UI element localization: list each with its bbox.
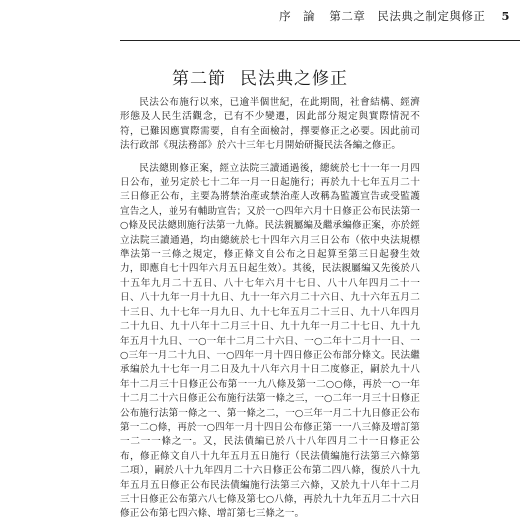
section-title: 民法典之修正 [240, 69, 348, 89]
header-rule [120, 40, 520, 41]
body-text [120, 96, 420, 530]
section-number: 第二節 [172, 69, 226, 89]
running-head-part: 序 論 [279, 9, 316, 23]
running-head [0, 8, 510, 24]
running-head-chapter: 第二章 民法典之制定與修正 [329, 9, 486, 23]
paragraph: 民法總則修正案，經立法院三讀通過後，總統於七十一年一月四日公布，並另定於七十二年一月一日起施行；再於九十七年五月二十三日修正公布，主要為將禁治產或禁治產人改稱為監護宣告或受監護宣告之人，並另有輔助宣告；又於一○四年六月十日修正公布民法第一○條及民法總則施行法第一九條。民法親屬編及繼承編修正案，亦於經立法院三讀通過，均由總統於七十四年六月三日公布（依中央法規標準法第一三條之規定，修正條文自公布之日起算至第三日起發生效力，即應自七十四年六月五日起生效）。其後，民法親屬編又先後於八十五年九月二十五日、八十七年六月十七日、八十八年四月二十一日、八十九年一月十九日、九十一年六月二十六日、九十六年五月二十三日、九十七年一月九日、九十七年五月二十三日、九十八年四月二十九日、九十八年十二月三十日、九十九年一月二十七日、九十九年五月十九日、一○一年十二月二十六日、一○二年十二月十一日、一○三年一月二十九日、一○四年一月十四日修正公布部分條文。民法繼承編於九十七年一月二日及九十八年六月十日二度修正，嗣於九十八年十二月三十日修正公布第一一九八條及第一二○○條，再於一○一年十二月二十六日修正公布施行法第一條之三，一○二年一月三十日修正公布施行法第一條之一、第一條之二，一○三年一月二十九日修正公布第一二○條，再於一○四年一月十四日公布修正第一一八三條及增訂第一二一一條之一。又，民法債編已於八十八年四月二十一日修正公布，修正條文自八十九年五月五日施行（民法債編施行法第三六條第二項），嗣於八十九年四月二十六日修正公布第二四八條，復於八十九年五月五日修正公布民法債編施行法第三六條，又於九十八年十二月三十日修正公布第六八七條及第七○八條，再於九十九年五月二十六日修正公布第七四六條、增訂第七三條之一。 [120, 162, 420, 520]
page-number: 5 [501, 9, 510, 23]
paragraph: 民法公布施行以來，已逾半個世紀，在此期間，社會結構、經濟形態及人民生活觀念，已有不少變遷，因此部分規定與實際情況不符，已難因應實際需要，自有全面檢討，擇要修正之必要。因此前司法行政部《現法務部》於六十三年七月開始研擬民法各編之修正。 [120, 97, 420, 152]
section-heading [0, 64, 520, 89]
